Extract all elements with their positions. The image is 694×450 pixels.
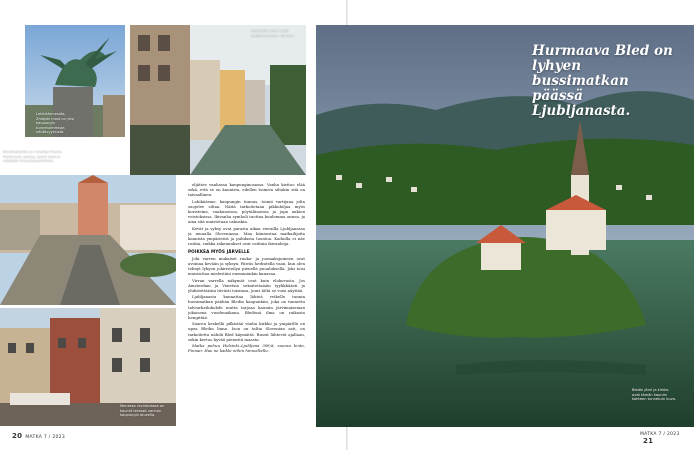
street-caption: Monessa ravintolassa on kauniit terassit vanhan kaupungin alueella. (120, 404, 165, 418)
subheading: POIKKEA MYÖS JÄRVELLE (188, 249, 250, 255)
article-body (188, 182, 305, 429)
right-folio-text: MATKA 7 / 2023 (640, 432, 680, 437)
left-folio-text: MATKA 7 / 2023 (25, 435, 65, 440)
square-photo (0, 175, 176, 305)
paragraph: Kevät ja syksy ovat parasta aikaa vierailla Ljubljanassa ja muualla Sloveniassa. Maa kiinnostaa matkailijoita kaunista ympäristöä ja puhdasta luontoa. Kaduilla ei näe roskia, vaikka rakennukset ovat osittain ikivanhoja. (188, 225, 305, 247)
bled-caption: Bledin järvi ja kirkko ovat tämän kauniin kohteen tunnetuin kuva. (632, 388, 676, 402)
paragraph: Virran varrella näkymät ovat kuin elokuvasta. Jos Amsterdam ja Venetsia sekoitettaisiin tyylikkäästi ja yhdistettäisiin tiiviisti toisiinsa, juuri tältä se voisi näyttää. (188, 277, 305, 294)
dragon-caption: Lohikäärmesilta, Zmajski most on yksi kaupungin tunnetuimmista nähtävyyksistä. (36, 112, 75, 135)
left-folio (12, 432, 65, 440)
river-caption: Ravintolat ovat esillä Ljubljanica-joen varrella. (251, 29, 296, 38)
right-page-number: 21 (643, 437, 654, 445)
square-caption: Nimikkotorilla on runoilija France Prešerenin patsas, jonka takana nähdään Franciskaanikirkko. (3, 150, 62, 164)
paragraph: Lohikäärme, kaupungin tunnus, toimii vartijana jolta suojelee siltaa. Näitä tarkoitetaan pikkuhiljaa myös koristeina, vaakunoissa, pöytäliinoissa ja jopa aukion veistoksissa. Ikivanha symboli tuottaa kuulemma onnea, ja aina sitä muistetaan uskoakin. (188, 198, 305, 225)
paragraph: eljättee vanhassa kaupunginosassa. Vanha kivitoo elää sekä, että se on kaunista, edellen toimiva siltakin sitä on taivaallinen. (188, 182, 305, 198)
river-photo (130, 25, 306, 175)
paragraph: Saaren keskellä pilkistää vanha kirkko ja ympärillä on upea Bledin linna. Ison on taltia Slovenian asti, on tarkoitettu nähdä Bled käymättä. Bussit lähtevät ajallaan, sekin kertoo hyvää pienestä maasta. (188, 321, 305, 342)
travel-credit: Matka puhuu Helsinki–Ljubljana 30€/ä, suoraa lento, Finnair. Hae ne kaikki niihin hinnoiltellu. (188, 343, 305, 354)
paragraph: Ljubljanasta kannattaa lähteä retkelle tunnin bussimatkan päähän Bledin kaupunkiin, joka on tunnettu talviurheilukohde mutta tarjoaa kauniin järvimaiseman jokaisena vuodenaikana. Bledissä ilma on raikasta hengittää. (188, 294, 305, 321)
paragraph: Joki varren mukaiset ruoka- ja juomakojuineen ovat avoinna kevään ja syksyn. Päiväs herkutella vaan, kun olen tehnyt lyhyen jokiristeilyn pienellä puualuksella. Joki toisi muistuttaa mielestäni enemmänkin kanavaa. (188, 255, 305, 277)
headline: Hurmaava Bled on lyhyen bussimatkan päässä Ljubljanasta. (532, 43, 673, 119)
right-folio (640, 432, 694, 445)
left-page-number: 20 (12, 432, 23, 440)
